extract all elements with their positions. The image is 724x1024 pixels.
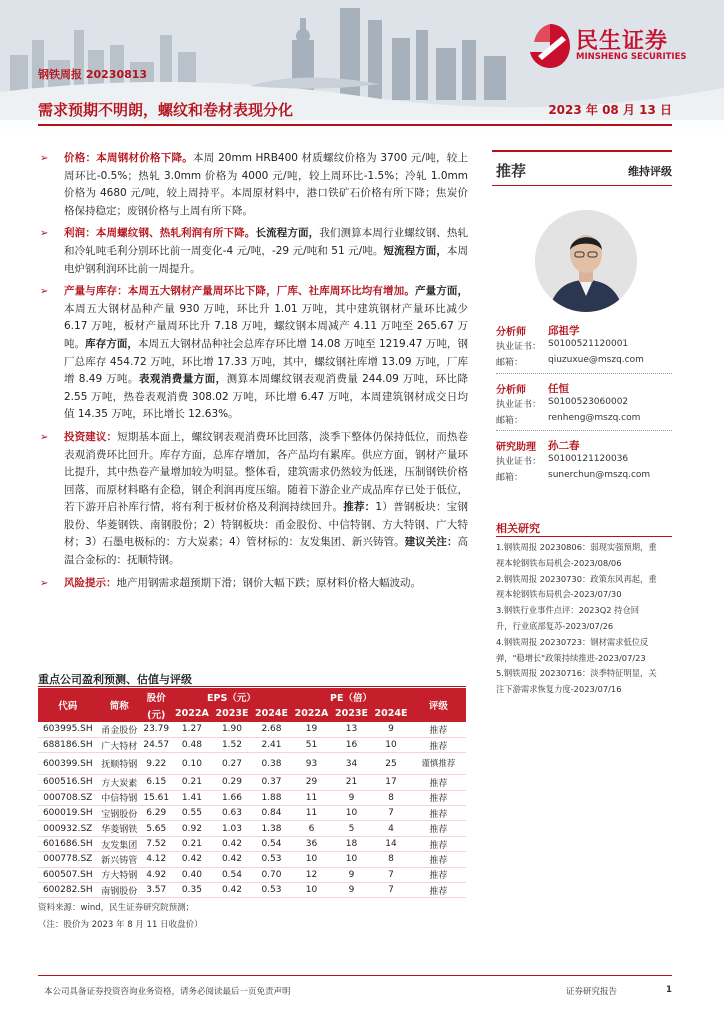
report-title: 需求预期不明朗，螺纹和卷材表现分化	[38, 101, 294, 119]
section-subhead: 推荐：	[343, 501, 376, 514]
cell-price: 6.15	[141, 775, 172, 790]
analyst-email[interactable]: renheng@mszq.com	[548, 413, 641, 423]
section-text: 1）普钢板块：宝钢股份、华菱钢铁、南钢股份；2）特钢板块：甬金股份、中信特钢、方大特钢、广大特材；3）石墨电极标的：方大炭素；4）管材标的：友发集团、新兴铸管。	[64, 501, 469, 549]
cell-pe-2: 9	[332, 790, 372, 805]
col-eps: EPS（元）	[172, 688, 292, 705]
section-lead: 风险提示：	[64, 576, 117, 589]
recommendation-label: 推荐	[496, 162, 527, 180]
footer-disclaimer: 本公司具备证券投资咨询业务资格，请务必阅读最后一页免责声明	[44, 987, 291, 997]
section-text: 本周 20mm HRB400 材质螺纹价格为 3700 元/吨，较上周环比-0.5%；热轧 3.0mm 价格为 4000 元/吨，较上周环比-1.5%；冷轧 1.0mm 价格为 4680 元/吨，较上周持平。本周原材料中，港口铁矿石价格有所下降；焦炭价格保持稳定；废钢价格与上周有所下降。	[64, 152, 469, 217]
analyst-email[interactable]: sunerchun@mszq.com	[548, 470, 651, 480]
col-rating: 评级	[411, 688, 466, 722]
analyst-name: 邱祖学	[548, 325, 580, 337]
cell-rating: 推荐	[411, 867, 466, 882]
analyst-email-label: 邮箱：	[496, 473, 524, 483]
related-research-item[interactable]: 视本轮钢铁布局机会-2023/08/06	[496, 557, 622, 568]
cell-rating: 推荐	[411, 790, 466, 805]
section-text: 测算本周螺纹钢表观消费量 244.09 万吨，环比降 2.55 万吨，热卷表观消费 308.02 万吨，环比增 6.47 万吨，本周建筑钢材成交日均值 14.35 万吨，环比增长 12.63%。	[64, 373, 469, 421]
analyst-cert-label: 执业证书：	[496, 400, 542, 410]
table-row	[38, 821, 466, 836]
table-row	[38, 883, 466, 898]
analyst-role: 分析师	[496, 385, 526, 396]
cell-price: 3.57	[141, 883, 172, 898]
analyst-email-row	[496, 413, 676, 429]
col-pe-y1: 2022A	[291, 705, 332, 722]
cell-pe-2: 13	[332, 722, 372, 737]
cell-price: 4.92	[141, 867, 172, 882]
cell-eps-1: 0.21	[172, 775, 213, 790]
cell-pe-3: 7	[371, 867, 411, 882]
table-row	[38, 806, 466, 821]
cell-eps-3: 1.38	[252, 821, 292, 836]
table-source: 资料来源：wind，民生证券研究院预测；	[38, 903, 195, 913]
cell-price: 15.61	[141, 790, 172, 805]
col-price: 股价	[141, 688, 172, 705]
bullet-arrow-icon: ➢	[40, 153, 49, 164]
summary-section	[38, 429, 468, 570]
cell-eps-3: 0.53	[252, 883, 292, 898]
cell-pe-1: 29	[291, 775, 332, 790]
cell-eps-3: 0.53	[252, 852, 292, 867]
table-row	[38, 836, 466, 851]
analyst-email-label: 邮箱：	[496, 358, 524, 368]
bullet-arrow-icon: ➢	[40, 286, 49, 298]
cell-price: 5.65	[141, 821, 172, 836]
forecast-table-body	[38, 722, 466, 898]
related-research-title: 相关研究	[496, 522, 540, 535]
analyst-photo	[535, 210, 637, 312]
cell-rating: 推荐	[411, 737, 466, 752]
table-row	[38, 775, 466, 790]
related-research-list	[496, 540, 676, 698]
related-research-item[interactable]: 注下游需求恢复力度-2023/07/16	[496, 684, 622, 695]
cell-name: 新兴铸管	[98, 852, 141, 867]
table-row	[38, 722, 466, 737]
analyst-role: 分析师	[496, 327, 526, 338]
report-header	[0, 0, 724, 135]
col-pe: PE（倍）	[291, 688, 411, 705]
cell-eps-2: 0.42	[212, 852, 252, 867]
section-text: 我们测算本周行业螺纹钢、热轧和冷轧吨毛利分别环比前一周变化-4 元/吨，-29 元/吨和 51 元/吨。	[64, 227, 469, 257]
cell-code: 600399.SH	[38, 753, 98, 775]
analyst-card	[496, 323, 676, 371]
cell-eps-2: 1.52	[212, 737, 252, 752]
section-text: 地产用钢需求超预期下滑；钢价大幅下跌；原材料价格大幅波动。	[116, 576, 421, 589]
cell-name: 抚顺特钢	[98, 753, 141, 775]
analyst-name: 任恒	[548, 383, 569, 395]
cell-pe-2: 9	[332, 867, 372, 882]
col-pe-y2: 2023E	[332, 705, 372, 722]
footer-divider	[38, 975, 672, 976]
cell-rating: 推荐	[411, 775, 466, 790]
col-eps-y3: 2024E	[252, 705, 292, 722]
bullet-arrow-icon: ➢	[40, 577, 49, 589]
cell-price: 6.29	[141, 806, 172, 821]
report-date: 2023 年 08 月 13 日	[548, 103, 672, 117]
analyst-email-row	[496, 470, 676, 486]
cell-pe-3: 4	[371, 821, 411, 836]
header-divider	[38, 124, 672, 126]
summary-section	[38, 150, 468, 220]
cell-pe-1: 11	[291, 806, 332, 821]
cell-price: 9.22	[141, 753, 172, 775]
cell-pe-3: 7	[371, 883, 411, 898]
cell-eps-3: 2.68	[252, 722, 292, 737]
analyst-card	[496, 438, 676, 486]
cell-name: 甬金股份	[98, 722, 141, 737]
cell-eps-2: 1.66	[212, 790, 252, 805]
related-research-item[interactable]: 3.钢铁行业事件点评：2023Q2 持仓回	[496, 605, 640, 616]
cell-name: 友发集团	[98, 836, 141, 851]
section-lead: 产量与库存：本周五大钢材产量周环比下降，厂库、社库周环比均有增加。	[64, 285, 415, 298]
section-subhead: 长流程方面，	[255, 227, 320, 240]
related-research-item[interactable]: 5.钢铁周报 20230716：淡季特征明显，关	[496, 668, 657, 679]
cell-eps-3: 0.37	[252, 775, 292, 790]
cell-pe-1: 19	[291, 722, 332, 737]
col-eps-y1: 2022A	[172, 705, 213, 722]
cell-pe-2: 18	[332, 836, 372, 851]
section-subhead: 产量方面，	[414, 285, 469, 298]
cell-eps-3: 2.41	[252, 737, 292, 752]
cell-price: 23.79	[141, 722, 172, 737]
col-pe-y3: 2024E	[371, 705, 411, 722]
analyst-cert-row	[496, 397, 676, 413]
cell-eps-1: 0.10	[172, 753, 213, 775]
analyst-email-row	[496, 355, 676, 371]
forecast-table-title: 重点公司盈利预测、估值与评级	[38, 673, 192, 686]
section-subhead: 表观消费量方面，	[138, 373, 227, 386]
analyst-card	[496, 381, 676, 429]
analyst-name-row	[496, 438, 676, 454]
related-research-item[interactable]: 2.钢铁周报 20230730：政策东风再起，重	[496, 573, 657, 584]
section-lead: 投资建议：	[64, 430, 118, 443]
cell-pe-2: 5	[332, 821, 372, 836]
cell-eps-2: 0.42	[212, 836, 252, 851]
table-row	[38, 737, 466, 752]
cell-code: 600282.SH	[38, 883, 98, 898]
cell-eps-1: 0.40	[172, 867, 213, 882]
cell-pe-3: 7	[371, 806, 411, 821]
analyst-cert-row	[496, 339, 676, 355]
related-research-item[interactable]: 4.钢铁周报 20230723：钢材需求低位反	[496, 636, 649, 647]
analyst-cert: S0100523060002	[548, 397, 629, 407]
cell-pe-1: 6	[291, 821, 332, 836]
cell-pe-3: 8	[371, 852, 411, 867]
cell-rating: 推荐	[411, 852, 466, 867]
cell-code: 688186.SH	[38, 737, 98, 752]
cell-eps-1: 0.35	[172, 883, 213, 898]
analyst-email-label: 邮箱：	[496, 416, 524, 426]
cell-pe-2: 16	[332, 737, 372, 752]
summary-section	[38, 225, 468, 278]
table-note: （注：股价为 2023 年 8 月 11 日收盘价）	[38, 920, 203, 930]
cell-eps-3: 0.70	[252, 867, 292, 882]
section-text: 本周五大钢材品种社会总库存环比增 14.08 万吨至 1219.47 万吨，钢厂总库存 454.72 万吨，环比增 17.33 万吨，其中，螺纹钢社库增 13.09 万吨，厂库增 8.49 万吨。	[64, 337, 468, 386]
forecast-table	[38, 688, 466, 898]
cell-eps-1: 0.48	[172, 737, 213, 752]
cell-pe-3: 25	[371, 753, 411, 775]
brand-name-cn: 民生证券	[576, 29, 669, 54]
related-research-item[interactable]: 1.钢铁周报 20230806：弱现实强预期，重	[496, 542, 657, 552]
cell-eps-3: 1.88	[252, 790, 292, 805]
section-lead: 利润：本周螺纹钢、热轧利润有所下降。	[64, 227, 256, 240]
cell-pe-3: 17	[371, 775, 411, 790]
section-subhead: 短流程方面，	[383, 244, 447, 257]
cell-pe-1: 93	[291, 753, 332, 775]
cell-rating: 谨慎推荐	[411, 753, 466, 775]
cell-eps-3: 0.84	[252, 806, 292, 821]
col-name: 简称	[98, 688, 141, 722]
cell-eps-1: 0.55	[172, 806, 213, 821]
recommendation-rating: 维持评级	[628, 165, 672, 178]
cell-code: 600507.SH	[38, 867, 98, 882]
cell-pe-1: 51	[291, 737, 332, 752]
cell-pe-1: 10	[291, 883, 332, 898]
section-lead: 价格：本周钢材价格下降。	[64, 152, 194, 164]
cell-name: 方大炭素	[98, 775, 141, 790]
col-price-unit: (元)	[141, 705, 172, 722]
section-subhead: 库存方面，	[85, 337, 138, 350]
summary-section	[38, 283, 468, 424]
cell-eps-1: 1.41	[172, 790, 213, 805]
cell-pe-2: 10	[332, 806, 372, 821]
table-row	[38, 790, 466, 805]
cell-pe-1: 11	[291, 790, 332, 805]
cell-eps-1: 0.21	[172, 836, 213, 851]
related-research-item[interactable]: 升，行业底部复苏-2023/07/26	[496, 620, 614, 631]
report-series: 钢铁周报 20230813	[38, 68, 148, 81]
summary-sections	[38, 150, 468, 597]
page-number: 1	[666, 985, 672, 995]
section-text: 短期基本面上，螺纹钢表观消费环比回落，淡季下整体仍保持低位，而热卷表观消费环比回升。库存方面，总库存增加，各产品均有累库。供应方面，钢材产量环比提升，其中热卷产量增加较为明显。整体看，建筑需求仍然较为低迷，压制钢铁价格回落，而原材料略有企稳，钢企利润再度压缩。随着下游企业产成品库存已处于低位，若下游开启补库行情，将有利于板材价格及利润持续回升。	[64, 430, 469, 514]
cell-eps-2: 0.29	[212, 775, 252, 790]
logo-mark-icon	[528, 22, 572, 70]
cell-pe-3: 9	[371, 722, 411, 737]
cell-price: 4.12	[141, 852, 172, 867]
cell-name: 南钢股份	[98, 883, 141, 898]
cell-pe-2: 9	[332, 883, 372, 898]
analyst-name-row	[496, 323, 676, 339]
analyst-role: 研究助理	[496, 442, 536, 453]
cell-eps-2: 0.63	[212, 806, 252, 821]
analyst-divider	[496, 373, 672, 374]
table-row	[38, 753, 466, 775]
cell-pe-3: 10	[371, 737, 411, 752]
cell-name: 广大特材	[98, 737, 141, 752]
cell-pe-2: 10	[332, 852, 372, 867]
analyst-name: 孙二春	[548, 440, 580, 452]
cell-pe-1: 36	[291, 836, 332, 851]
related-research-item[interactable]: 弹，"稳增长"政策持续推进-2023/07/23	[496, 652, 646, 663]
analyst-cert-row	[496, 454, 676, 470]
cell-name: 中信特钢	[98, 790, 141, 805]
analyst-portrait-icon	[535, 210, 637, 312]
cell-pe-3: 14	[371, 836, 411, 851]
table-row	[38, 867, 466, 882]
cell-rating: 推荐	[411, 836, 466, 851]
cell-code: 000708.SZ	[38, 790, 98, 805]
recommendation-box	[492, 150, 672, 186]
analyst-cert-label: 执业证书：	[496, 342, 542, 352]
cell-rating: 推荐	[411, 722, 466, 737]
cell-name: 华菱钢铁	[98, 821, 141, 836]
cell-price: 7.52	[141, 836, 172, 851]
related-research-item[interactable]: 视本轮钢铁布局机会-2023/07/30	[496, 589, 622, 600]
analyst-name-row	[496, 381, 676, 397]
cell-code: 601686.SH	[38, 836, 98, 851]
cell-eps-1: 0.42	[172, 852, 213, 867]
section-text: 高温合金标的：抚顺特钢。	[64, 536, 468, 567]
cell-eps-1: 1.27	[172, 722, 213, 737]
summary-section	[38, 575, 468, 593]
forecast-table-rule	[38, 686, 466, 687]
cell-eps-2: 1.03	[212, 821, 252, 836]
minsheng-logo	[528, 20, 708, 76]
cell-code: 000778.SZ	[38, 852, 98, 867]
cell-pe-3: 8	[371, 790, 411, 805]
cell-code: 000932.SZ	[38, 821, 98, 836]
cell-price: 24.57	[141, 737, 172, 752]
cell-rating: 推荐	[411, 806, 466, 821]
cell-code: 600516.SH	[38, 775, 98, 790]
cell-code: 600019.SH	[38, 806, 98, 821]
cell-code: 603995.SH	[38, 722, 98, 737]
section-subhead: 建议关注：	[404, 536, 458, 549]
col-code: 代码	[38, 688, 98, 722]
cell-eps-3: 0.38	[252, 753, 292, 775]
cell-name: 宝钢股份	[98, 806, 141, 821]
analyst-cert: S0100121120036	[548, 454, 629, 464]
cell-eps-2: 1.90	[212, 722, 252, 737]
cell-rating: 推荐	[411, 821, 466, 836]
brand-name-en: MINSHENG SECURITIES	[576, 52, 687, 62]
section-text: 本周五大钢材品种产量 930 万吨，环比升 1.01 万吨，其中建筑钢材产量环比减少 6.17 万吨，板材产量周环比升 7.18 万吨，螺纹钢本周减产 4.11 万吨至 265.67 万吨。	[64, 302, 468, 350]
bullet-arrow-icon: ➢	[40, 431, 49, 443]
cell-pe-1: 10	[291, 852, 332, 867]
table-row	[38, 852, 466, 867]
analyst-divider	[496, 430, 672, 431]
cell-name: 方大特钢	[98, 867, 141, 882]
cell-pe-1: 12	[291, 867, 332, 882]
col-eps-y2: 2023E	[212, 705, 252, 722]
cell-eps-2: 0.54	[212, 867, 252, 882]
cell-pe-2: 21	[332, 775, 372, 790]
related-research-rule	[496, 536, 672, 537]
cell-pe-2: 34	[332, 753, 372, 775]
bullet-arrow-icon: ➢	[40, 228, 49, 240]
cell-eps-1: 0.92	[172, 821, 213, 836]
footer-label: 证券研究报告	[566, 987, 618, 997]
cell-eps-2: 0.42	[212, 883, 252, 898]
section-text: 本周电炉钢利润环比前一周提升。	[64, 244, 469, 275]
cell-eps-2: 0.27	[212, 753, 252, 775]
analyst-cert-label: 执业证书：	[496, 457, 542, 467]
analyst-cert: S0100521120001	[548, 339, 629, 349]
cell-eps-3: 0.54	[252, 836, 292, 851]
analyst-email[interactable]: qiuzuxue@mszq.com	[548, 355, 644, 365]
cell-rating: 推荐	[411, 883, 466, 898]
